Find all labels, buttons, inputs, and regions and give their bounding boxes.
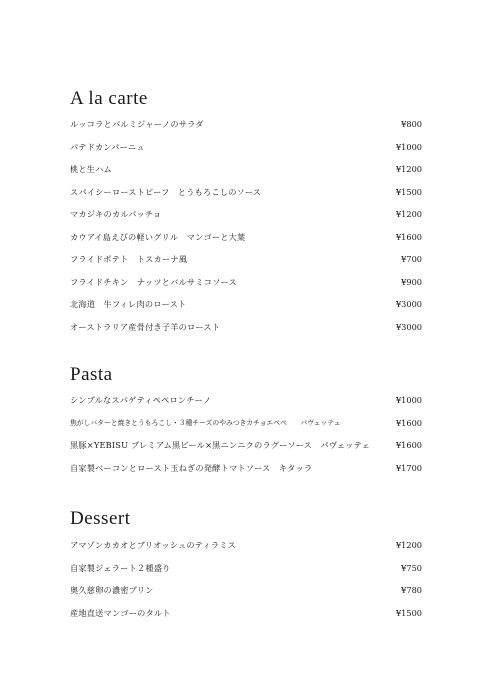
item-name: オーストラリア産骨付き子羊のロースト [70,321,221,332]
menu-item [70,434,422,457]
item-price: ¥1200 [395,164,422,174]
menu-item [70,271,422,294]
alacarte-section [70,86,422,338]
item-name: フライドチキン ナッツとバルサミコソース [70,276,237,287]
dessert-section [70,506,422,624]
menu-item [70,602,422,625]
item-price: ¥3000 [395,299,422,309]
item-price: ¥1600 [395,440,422,450]
menu-item [70,226,422,249]
item-price: ¥1000 [395,141,422,152]
item-name: カウアイ島えびの軽いグリル マンゴーと大葉 [70,231,246,242]
item-price: ¥1600 [395,231,422,242]
item-price: ¥1600 [395,417,422,428]
menu-item [70,534,422,557]
item-price: ¥1000 [395,395,422,405]
item-name: 自家製ベーコンとロースト玉ねぎの発酵トマトソース キタッラ [70,462,313,473]
menu-item [70,293,422,316]
item-price: ¥3000 [395,321,422,332]
item-price: ¥1500 [395,186,422,197]
menu-item [70,316,422,339]
item-name: マカジキのカルパッチョ [70,209,162,219]
menu-item [70,158,422,181]
item-name: アマゾンカカオとブリオッシュのティラミス [70,540,237,550]
menu-item [70,248,422,271]
menu-item [70,113,422,136]
item-name: フライドポテト トスカーナ風 [70,254,188,264]
menu-item [70,203,422,226]
item-price: ¥750 [401,562,422,573]
dessert-list [70,534,422,624]
alacarte-list [70,113,422,338]
item-name: スパイシーローストビーフ とうもろこしのソース [70,186,262,197]
menu-item [70,557,422,580]
pasta-title: Pasta [70,364,113,385]
item-price: ¥900 [401,276,422,287]
item-name: 自家製ジェラート２種盛り [70,562,171,573]
alacarte-title: A la carte [70,88,148,109]
item-price: ¥1200 [395,209,422,219]
menu-item [70,181,422,204]
item-name: シンプルなスパゲティペペロンチーノ [70,395,212,405]
item-name: 奥久慈卵の濃密プリン [70,585,154,595]
item-price: ¥800 [401,119,422,129]
menu-item [70,389,422,412]
dessert-title: Dessert [70,508,131,529]
menu-item [70,457,422,480]
menu-item [70,579,422,602]
pasta-list [70,389,422,479]
item-price: ¥1700 [395,462,422,473]
item-price: ¥780 [401,585,422,595]
item-name: 黒豚×YEBISU プレミアム黒ビール×黒ニンニクのラグーソース パヴェッテェ [70,440,371,450]
item-name: 桃と生ハム [70,164,112,174]
item-name: ルッコラとパルミジャーノのサラダ [70,119,204,129]
item-name: 産地直送マンゴーのタルト [70,607,171,618]
item-name: パテドカンパーニュ [70,141,145,152]
menu-item [70,412,422,435]
item-name: 北海道 牛フィレ肉のロースト [70,299,187,309]
item-price: ¥1200 [395,540,422,550]
menu-item [70,136,422,159]
item-name: 焦がしバターと焼きとうもろこし・３種チーズのやみつきカチョエペペ パヴェッテェ [70,418,341,427]
pasta-section [70,362,422,479]
item-price: ¥700 [401,254,422,264]
item-price: ¥1500 [395,607,422,618]
